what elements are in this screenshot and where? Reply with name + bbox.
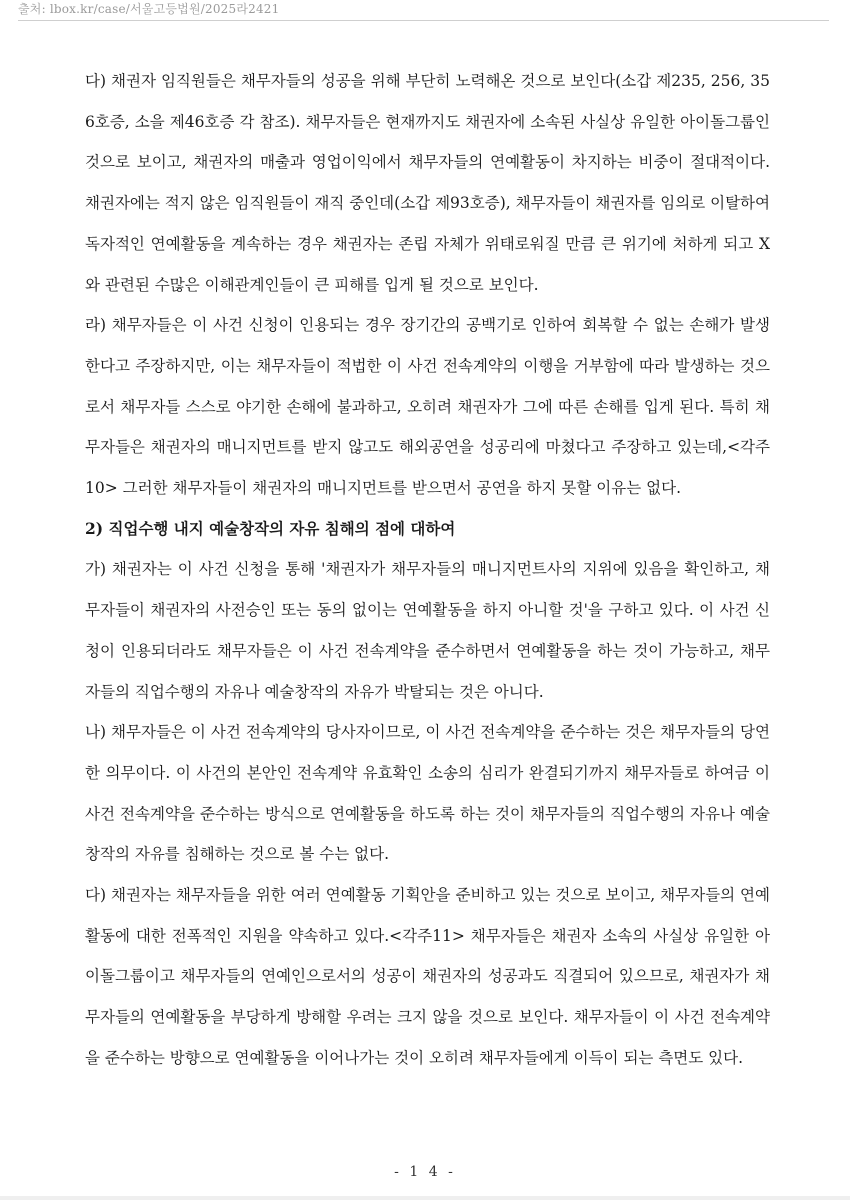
paragraph-da-2: 다) 채권자는 채무자들을 위한 여러 연예활동 기획안을 준비하고 있는 것으로 보이고, 채무자들의 연예활동에 대한 전폭적인 지원을 약속하고 있다.<각주11> 채무자들은 채권자 소속의 사실상 유일한 아이돌그룹이고 채무자들의 연예인으로서의 성공이 채권자의 성공과도 직결되어 있으므로, 채권자가 채무자들의 연예활동을 부당하게 방해할 우려는 크지 않을 것으로 보인다. 채무자들이 이 사건 전속계약을 준수하는 방향으로 연예활동을 이어나가는 것이 오히려 채무자들에게 이득이 되는 측면도 있다. (85, 886, 770, 1067)
page-number: - 1 4 - (394, 1164, 456, 1180)
page-bottom-edge (0, 1196, 850, 1200)
paragraph-ga: 가) 채권자는 이 사건 신청을 통해 '채권자가 채무자들의 매니지먼트사의 지위에 있음을 확인하고, 채무자들이 채권자의 사전승인 또는 동의 없이는 연예활동을 하지 아니할 것'을 구하고 있다. 이 사건 신청이 인용되더라도 채무자들은 이 사건 전속계약을 준수하면서 연예활동을 하는 것이 가능하고, 채무자들의 직업수행의 자유나 예술창작의 자유가 박탈되는 것은 아니다. (85, 560, 770, 701)
section-heading: 2) 직업수행 내지 예술창작의 자유 침해의 점에 대하여 (85, 518, 456, 538)
paragraph-ra: 라) 채무자들은 이 사건 신청이 인용되는 경우 장기간의 공백기로 인하여 회복할 수 없는 손해가 발생한다고 주장하지만, 이는 채무자들이 적법한 이 사건 전속계약의 이행을 거부함에 따라 발생하는 것으로서 채무자들 스스로 야기한 손해에 불과하고, 오히려 채권자가 그에 따른 손해를 입게 된다. 특히 채무자들은 채권자의 매니지먼트를 받지 않고도 해외공연을 성공리에 마쳤다고 주장하고 있는데,<각주10> 그러한 채무자들이 채권자의 매니지먼트를 받으면서 공연을 하지 못할 이유는 없다. (85, 316, 770, 498)
paragraph-da-1: 다) 채권자 임직원들은 채무자들의 성공을 위해 부단히 노력해온 것으로 보인다(소갑 제235, 256, 356호증, 소을 제46호증 각 참조). 채무자들은 현재까지도 채권자에 소속된 사실상 유일한 아이돌그룹인 것으로 보이고, 채권자의 매출과 영업이익에서 채무자들의 연예활동이 차지하는 비중이 절대적이다. 채권자에는 적지 않은 임직원들이 재직 중인데(소갑 제93호증), 채무자들이 채권자를 임의로 이탈하여 독자적인 연예활동을 계속하는 경우 채권자는 존립 자체가 위태로워질 만큼 큰 위기에 처하게 되고 X와 관련된 수많은 이해관계인들이 큰 피해를 입게 될 것으로 보인다. (85, 72, 770, 294)
header-divider (18, 20, 829, 21)
document-body (85, 61, 770, 1079)
paragraph-na: 나) 채무자들은 이 사건 전속계약의 당사자이므로, 이 사건 전속계약을 준수하는 것은 채무자들의 당연한 의무이다. 이 사건의 본안인 전속계약 유효확인 소송의 심리가 완결되기까지 채무자들로 하여금 이 사건 전속계약을 준수하는 방식으로 연예활동을 하도록 하는 것이 채무자들의 직업수행의 자유나 예술창작의 자유를 침해하는 것으로 볼 수는 없다. (85, 723, 770, 864)
source-citation: 출처: lbox.kr/case/서울고등법원/2025라2421 (18, 2, 280, 16)
